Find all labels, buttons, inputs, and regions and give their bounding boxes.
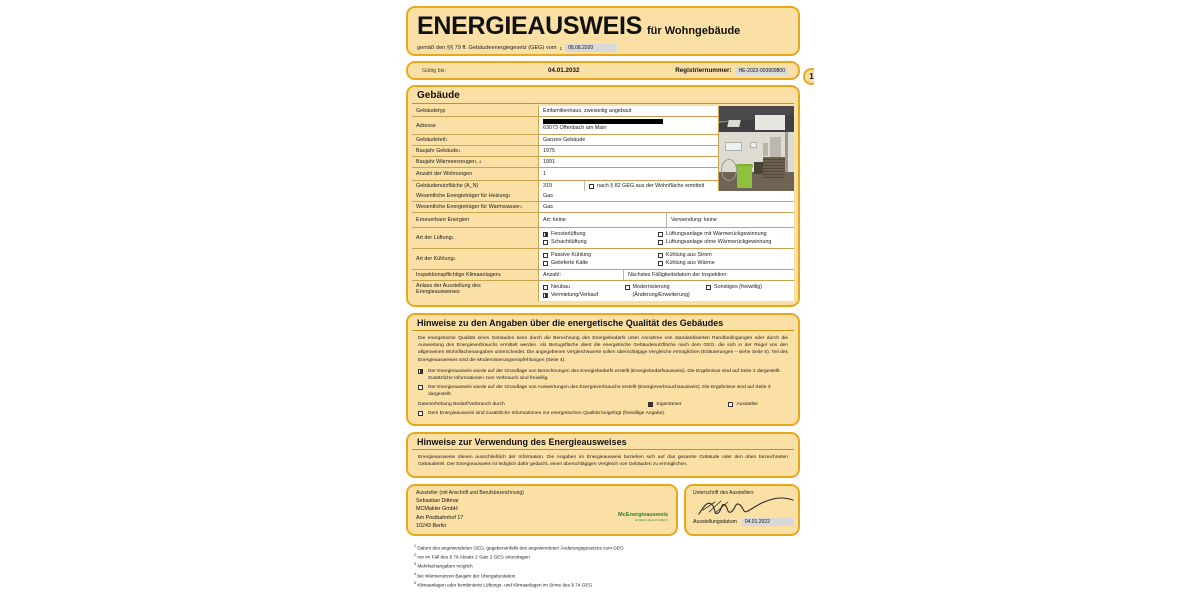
building-photo bbox=[718, 106, 794, 191]
hinweise-verwendung-rule bbox=[412, 449, 794, 450]
checkbox-icon[interactable] bbox=[543, 232, 548, 237]
option-label: Modernisierung bbox=[632, 284, 670, 290]
option-label: Dem Energieausweis sind zusätzliche Informationen zur energetischen Qualität beigefügt (freiwillige Angabe). bbox=[428, 410, 666, 416]
footnote-marker: 1 bbox=[414, 544, 416, 549]
option-aussteller[interactable] bbox=[728, 402, 758, 407]
footnote-marker: 4 bbox=[414, 571, 416, 576]
row-label-baujahr-gebaeude bbox=[412, 146, 538, 156]
table-row bbox=[412, 135, 718, 146]
checkbox-icon[interactable] bbox=[648, 402, 653, 407]
anlass-label-line2: Energieausweises bbox=[416, 289, 460, 295]
option-modernisierung[interactable] bbox=[625, 283, 707, 291]
option-label: Gelieferte Kälte bbox=[551, 260, 589, 266]
nutzflaeche-label-text: Gebäudenutzfläche (A_N) bbox=[416, 183, 479, 189]
footnote-text: Datum des angewendeten GEG, gegebenenfalls des angewendeten Änderungsgesetzes zum GEG bbox=[417, 545, 624, 551]
issuer-caption: Aussteller (mit Anschrift und Berufsbezeichnung) bbox=[416, 490, 524, 497]
kuehlung-grid bbox=[543, 251, 790, 267]
klimaanlagen-faelligkeit: Nächstes Fälligkeitsdatum der Inspektion: bbox=[623, 270, 794, 280]
hinweise-qualitaet-title: Hinweise zu den Angaben über die energetische Qualität des Gebäudes bbox=[417, 318, 724, 328]
document-subtitle: für Wohngebäude bbox=[647, 25, 741, 37]
option-sonstiges[interactable] bbox=[706, 283, 790, 291]
row-label-text: Wesentliche Energieträger für Warmwasser bbox=[416, 204, 520, 210]
option-eigentuemer[interactable] bbox=[648, 402, 682, 407]
footnote-marker: 5 bbox=[498, 273, 501, 277]
row-value-erneuerbare-verwendung: Verwendung: keine bbox=[666, 213, 794, 227]
klimaanlagen-anzahl: Anzahl: bbox=[538, 270, 623, 280]
row-value-energietraeger-heizung: Gas bbox=[538, 191, 794, 201]
energieausweis-page bbox=[386, 0, 814, 600]
checkbox-icon[interactable] bbox=[543, 293, 548, 298]
signature-icon bbox=[695, 496, 799, 518]
row-label-anlass bbox=[412, 281, 538, 301]
table-row bbox=[412, 270, 794, 281]
option-energieverbrauchsausweis[interactable] bbox=[408, 383, 798, 399]
option-label: Kühlung aus Strom bbox=[665, 252, 712, 258]
footnote-marker: 1 bbox=[458, 149, 461, 153]
issuer-row bbox=[406, 484, 800, 536]
footnote-text: Klimaanlagen oder kombinierte Lüftungs- und Klimaanlagen im Sinne des § 74 GEG bbox=[417, 582, 593, 588]
hinweise-qualitaet-paragraph: Die energetische Qualität eines Gebäudes kann durch die Berechnung des Energiebedarfs unter Annahme von standardisierten Randbedingungen oder durch die Auswertung des Energieverbrauchs ermittelt werden. Als Bezugsfläche dient die energetische Gebäudenutzfläche nach dem GEG, die sich in der Regel von den allgemeinen Wohnflächenangaben unterscheidet. Die angegebenen Vergleichswerte sollen überschlägige Vergleiche ermöglichen (Erläuterungen – siehe Seite 5). Teil des Energieausweises sind die Modernisierungsempfehlungen (Seite 4). bbox=[418, 336, 788, 363]
photo-wood-stack bbox=[763, 157, 786, 178]
option-label: Sonstiges (freiwillig) bbox=[714, 284, 762, 290]
anlass-options bbox=[538, 281, 794, 301]
option-label: Vermietung/Verkauf bbox=[551, 292, 599, 298]
row-label-text: Baujahr Gebäude bbox=[416, 148, 459, 154]
photo-downpipe bbox=[785, 132, 788, 175]
row-label-text: Wesentliche Energieträger für Heizung bbox=[416, 193, 509, 199]
kuehlung-options bbox=[538, 249, 794, 269]
row-label-klimaanlagen bbox=[412, 270, 538, 280]
title-line bbox=[417, 14, 789, 39]
row-value-energietraeger-warmwasser: Gas bbox=[538, 202, 794, 212]
table-row bbox=[412, 181, 718, 191]
row-value-baujahr-waermeerzeuger: 1991 bbox=[538, 157, 718, 167]
option-neubau[interactable] bbox=[543, 283, 625, 291]
row-label-gebaeudetyp: Gebäudetyp bbox=[416, 108, 446, 114]
option-label: (Änderung/Erweiterung) bbox=[632, 292, 690, 298]
building-table bbox=[412, 106, 794, 301]
checkbox-icon[interactable] bbox=[658, 261, 663, 266]
row-value-erneuerbare-art: Art: keine bbox=[538, 213, 666, 227]
signature-caption: Unterschrift des Ausstellers bbox=[693, 490, 754, 497]
building-photo-image bbox=[719, 106, 794, 191]
anlass-col-2 bbox=[625, 283, 707, 299]
table-row bbox=[412, 106, 718, 117]
issue-date-label: Ausstellungsdatum bbox=[693, 519, 737, 526]
table-row bbox=[412, 202, 794, 213]
option-schachtlueftung[interactable] bbox=[543, 238, 658, 246]
row-label-baujahr-waermeerzeuger bbox=[412, 157, 538, 167]
table-row bbox=[412, 146, 718, 157]
issue-date-row bbox=[693, 518, 791, 526]
row-value-adresse bbox=[538, 117, 718, 134]
row-label-text: Gebäudeteil bbox=[416, 137, 446, 143]
row-label-energietraeger-warmwasser bbox=[412, 202, 538, 212]
row-label-adresse: Adresse bbox=[416, 122, 436, 129]
anlass-col-3 bbox=[706, 283, 790, 299]
footnote-marker: 2 bbox=[414, 553, 416, 558]
signature-image bbox=[693, 496, 791, 518]
table-row bbox=[412, 168, 718, 181]
photo-skylight bbox=[727, 120, 740, 127]
table-row bbox=[412, 281, 794, 301]
nutzflaeche-method-cell bbox=[584, 181, 718, 191]
row-value-baujahr-gebaeude: 1975 bbox=[538, 146, 718, 156]
page-number-badge: 1 bbox=[803, 68, 814, 85]
row-value-gebaeudetyp: Einfamilienhaus, zweiseitig angebaut bbox=[538, 106, 718, 116]
checkbox-icon[interactable] bbox=[543, 240, 548, 245]
option-zusatzinformationen[interactable] bbox=[408, 409, 798, 420]
legal-basis-line bbox=[417, 44, 789, 52]
checkbox-icon[interactable] bbox=[658, 253, 663, 258]
issuer-street: Am Postbahnhof 17 bbox=[416, 514, 464, 521]
photo-dormer bbox=[755, 115, 785, 129]
right-gutter bbox=[814, 0, 1200, 600]
checkbox-icon[interactable] bbox=[706, 285, 711, 290]
datenerhebung-label: Datenerhebung Bedarf/Verbrauch durch bbox=[418, 401, 505, 407]
footnote-text: nur im Fall des § 79 Absatz 2 Satz 2 GEG einzutragen bbox=[417, 554, 530, 560]
lueftung-grid bbox=[543, 230, 790, 246]
checkbox-icon[interactable] bbox=[543, 261, 548, 266]
datenerhebung-row bbox=[408, 400, 798, 409]
checkbox-icon[interactable] bbox=[728, 402, 733, 407]
footnote-text: bei Wärmenetzen Baujahr der Übergabestation bbox=[417, 573, 516, 579]
document-title: ENERGIEAUSWEIS bbox=[417, 12, 642, 40]
option-label: Fensterlüftung bbox=[551, 231, 586, 237]
row-label-text: Inspektionspflichtige Klimaanlagen bbox=[416, 272, 499, 278]
footnote-2 bbox=[414, 552, 794, 561]
footnote-marker: 5 bbox=[414, 580, 416, 585]
photo-green-bin bbox=[737, 166, 752, 188]
building-section bbox=[406, 85, 800, 307]
photo-window bbox=[725, 142, 742, 151]
table-row bbox=[412, 228, 794, 249]
option-label: Schachtlüftung bbox=[551, 239, 587, 245]
option-passive-kuehlung[interactable] bbox=[543, 251, 658, 259]
option-energiebedarfsausweis[interactable] bbox=[408, 367, 798, 383]
row-label-lueftung bbox=[412, 228, 538, 248]
photo-box bbox=[754, 162, 763, 174]
option-fensterlueftung[interactable] bbox=[543, 230, 658, 238]
option-label: Lüftungsanlage ohne Wärmerückgewinnung bbox=[665, 239, 772, 245]
legal-date-value: 08.08.2020 bbox=[565, 44, 617, 52]
option-lueftungsanlage-mit-wrg[interactable] bbox=[658, 230, 790, 238]
lueftung-options bbox=[538, 228, 794, 248]
left-gutter bbox=[0, 0, 386, 600]
footnote-3 bbox=[414, 561, 794, 570]
footnote-5 bbox=[414, 580, 794, 589]
issue-date-value: 04.01.2022 bbox=[742, 518, 794, 526]
checkbox-icon[interactable] bbox=[543, 285, 548, 290]
row-label-text: Art der Kühlung bbox=[416, 256, 454, 262]
building-section-rule bbox=[412, 103, 794, 104]
photo-bicycle bbox=[721, 159, 738, 181]
validity-bar bbox=[406, 61, 814, 81]
checkbox-icon[interactable] bbox=[658, 240, 663, 245]
hinweise-verwendung-title: Hinweise zur Verwendung des Energieausweises bbox=[417, 436, 627, 447]
option-gelieferte-kaelte[interactable] bbox=[543, 259, 658, 267]
issuer-city: 10243 Berlin bbox=[416, 522, 447, 529]
option-label: Der Energieausweis wurde auf der Grundlage von Auswertungen des Energieverbrauchs erstellt (Energieverbrauchsausweis). Die Ergebnisse sind auf Seite 3 dargestellt. bbox=[428, 385, 771, 398]
hinweise-qualitaet-section bbox=[406, 313, 800, 426]
row-label-gebaeudeteil bbox=[412, 135, 538, 145]
option-lueftungsanlage-ohne-wrg[interactable] bbox=[658, 238, 790, 246]
option-label: Der Energieausweis wurde auf der Grundlage von Berechnungen des Energiebedarfs erstellt (Energiebedarfsausweis). Die Ergebnisse sind auf Seite 2 dargestellt. Zusätzliche Informationen zum Verbrauch sind freiwillig. bbox=[428, 368, 781, 382]
anlass-grid bbox=[543, 283, 790, 299]
kuehlung-col-2 bbox=[658, 251, 790, 267]
footnote-marker: 1 bbox=[519, 205, 523, 209]
option-label: Kühlung aus Wärme bbox=[665, 260, 715, 266]
option-label: Eigentümer bbox=[656, 401, 682, 407]
adresse-redaction-bar bbox=[543, 119, 663, 124]
anlass-label-line1: Anlass der Ausstellung des bbox=[416, 283, 481, 289]
row-label-text: Art der Lüftung bbox=[416, 235, 452, 241]
brand-logo-text: McEnergieausweis bbox=[617, 512, 668, 519]
checkbox-icon[interactable] bbox=[658, 232, 663, 237]
nutzflaeche-checkbox-wrap[interactable] bbox=[589, 183, 704, 189]
row-label-erneuerbare: Erneuerbare Energien bbox=[416, 217, 470, 223]
footnote-marker: 1, 4 bbox=[474, 160, 482, 164]
anlass-col-1 bbox=[543, 283, 625, 299]
footnotes-block bbox=[406, 543, 800, 589]
valid-until-label: Gültig bis: bbox=[422, 67, 446, 74]
checkbox-icon[interactable] bbox=[543, 253, 548, 258]
issuer-company: MCMakler GmbH bbox=[416, 506, 458, 513]
row-value-gebaeudeteil: Ganzes Gebäude bbox=[538, 135, 718, 145]
registration-number-label: Registriernummer: bbox=[675, 67, 732, 74]
nutzflaeche-checkbox-label: nach § 82 GEG aus der Wohnfläche ermittelt bbox=[597, 183, 705, 189]
table-row bbox=[412, 213, 794, 228]
table-row bbox=[412, 117, 718, 135]
lueftung-col-1 bbox=[543, 230, 658, 246]
legal-basis-text: gemäß den §§ 79 ff. Gebäudeenergiegesetz (GEG) vom bbox=[417, 45, 557, 51]
footnote-1 bbox=[414, 543, 794, 552]
row-label-kuehlung bbox=[412, 249, 538, 269]
page-sheet bbox=[406, 0, 814, 589]
building-section-title: Gebäude bbox=[417, 90, 460, 101]
brand-logo bbox=[618, 512, 668, 522]
checkbox-icon[interactable] bbox=[589, 184, 594, 189]
checkbox-icon[interactable] bbox=[418, 411, 423, 416]
option-kuehlung-aus-strom[interactable] bbox=[658, 251, 790, 259]
row-value-nutzflaeche: 319 bbox=[538, 181, 584, 191]
footnote-marker: 1 bbox=[508, 194, 511, 198]
photo-window-small bbox=[750, 142, 757, 149]
title-block bbox=[406, 6, 800, 56]
option-label: Aussteller bbox=[736, 401, 758, 407]
issuer-block bbox=[406, 484, 678, 536]
table-row bbox=[412, 157, 718, 168]
row-label-text: Baujahr Wärmeerzeuger bbox=[416, 159, 475, 165]
adresse-city: 63073 Offenbach am Main bbox=[543, 125, 607, 131]
footnote-marker: 3 bbox=[414, 562, 416, 567]
photo-wall-fixture bbox=[763, 143, 768, 157]
option-label: Neubau bbox=[551, 284, 570, 290]
hinweise-verwendung-section bbox=[406, 432, 800, 478]
checkbox-icon[interactable] bbox=[418, 369, 423, 374]
row-value-anzahl-wohnungen: 1 bbox=[538, 168, 718, 180]
registration-number-value: HE-2022-003909800 bbox=[736, 67, 788, 75]
footnote-text: Mehrfachangaben möglich bbox=[417, 563, 473, 569]
option-label: Passive Kühlung bbox=[551, 252, 592, 258]
option-modernisierung-subtext bbox=[625, 291, 707, 299]
valid-until-value: 04.01.2032 bbox=[548, 67, 580, 74]
legal-basis-footnote-marker: 1 bbox=[559, 45, 563, 51]
kuehlung-col-1 bbox=[543, 251, 658, 267]
footnote-marker: 1 bbox=[453, 257, 456, 261]
row-label-anzahl-wohnungen: Anzahl der Wohnungen bbox=[416, 171, 473, 177]
option-label: Lüftungsanlage mit Wärmerückgewinnung bbox=[665, 231, 767, 237]
option-vermietung-verkauf[interactable] bbox=[543, 291, 625, 299]
checkbox-icon[interactable] bbox=[625, 285, 630, 290]
row-label-nutzflaeche bbox=[412, 181, 538, 191]
footnote-marker: 1 bbox=[445, 138, 448, 142]
hinweise-verwendung-paragraph: Energieausweise dienen ausschließlich der Information. Die Angaben im Energieausweis beziehen sich auf das gesamte Gebäude oder den oben bezeichneten Gebäudeteil. Der Energieausweis ist lediglich dafür gedacht, einen überschlägigen Vergleich von Gebäuden zu ermöglichen. bbox=[418, 454, 788, 468]
lueftung-col-2 bbox=[658, 230, 790, 246]
footnote-4 bbox=[414, 571, 794, 580]
brand-logo-subtext: ENERGIEAUSWEIS bbox=[635, 518, 668, 523]
hinweise-qualitaet-rule bbox=[412, 330, 794, 331]
table-row bbox=[412, 191, 794, 202]
issuer-name: Sebastian Dittmar bbox=[416, 498, 459, 505]
option-kuehlung-aus-waerme[interactable] bbox=[658, 259, 790, 267]
checkbox-icon[interactable] bbox=[418, 385, 423, 390]
footnote-marker: 1 bbox=[451, 236, 454, 240]
row-label-energietraeger-heizung bbox=[412, 191, 538, 201]
signature-block bbox=[684, 484, 800, 536]
table-row bbox=[412, 249, 794, 270]
